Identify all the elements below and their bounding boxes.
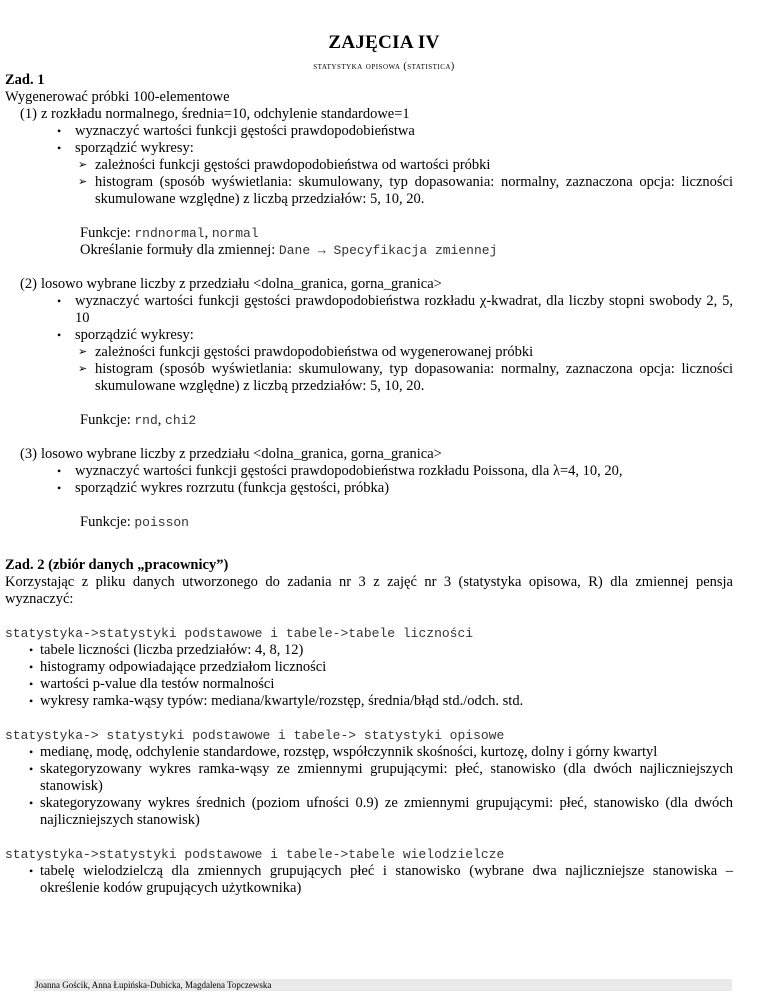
bullet-icon: •	[57, 464, 62, 478]
menu-path-tabele-licznosci: statystyka->statystyki podstawowe i tabele->tabele liczności	[5, 626, 474, 641]
part1-formula: Określanie formuły dla zmiennej: Dane → Specyfikacja zmiennej	[80, 242, 498, 258]
document-body	[5, 72, 733, 897]
list-item: • tabele liczności (liczba przedziałów: 4, 8, 12)	[29, 642, 304, 658]
bullet-icon: •	[29, 677, 34, 691]
code-poisson: poisson	[134, 515, 189, 530]
part1-functions: Funkcje: rndnormal, normal	[80, 225, 259, 241]
list-item: • sporządzić wykresy:	[57, 327, 194, 343]
part3-functions: Funkcje: poisson	[80, 514, 189, 530]
list-item: • tabelę wielodzielczą dla zmiennych grupujących płeć i stanowisko (wybrane dwa najliczniejsze stanowiska – określenie kodów grupujących użytkownika)	[29, 863, 733, 896]
page-title: ZAJĘCIA IV	[328, 32, 440, 53]
list-item: • histogramy odpowiadające przedziałom liczności	[29, 659, 327, 675]
footer-authors: Joanna Gościk, Anna Łupińska-Dubicka, Magdalena Topczewska	[35, 980, 272, 990]
zad1-intro: Wygenerować próbki 100-elementowe	[5, 89, 230, 105]
code-rndnormal: rndnormal	[134, 226, 205, 241]
zad1-part1	[5, 106, 733, 123]
list-item: ➢ histogram (sposób wyświetlania: skumulowany, typ dopasowania: normalny, zaznaczona opcja: liczności skumulowane względne) z liczbą przedziałów: 5, 10, 20.	[78, 174, 733, 207]
part3-text: losowo wybrane liczby z przedziału <dolna_granica, gorna_granica>	[41, 446, 442, 462]
part1-number: (1)	[20, 106, 37, 122]
menu-path-statystyki-opisowe: statystyka-> statystyki podstawowe i tabele-> statystyki opisowe	[5, 728, 505, 743]
bullet-icon: •	[57, 328, 62, 342]
zad2-intro: Korzystając z pliku danych utworzonego do zadania nr 3 z zajęć nr 3 (statystyka opisowa, R) dla zmiennej pensja wyznaczyć:	[5, 574, 733, 607]
list-item: • skategoryzowany wykres średnich (poziom ufności 0.9) ze zmiennymi grupującymi: płeć, stanowisko (dla dwóch najliczniejszych stanowisk)	[29, 795, 733, 828]
arrow-bullet-icon: ➢	[78, 176, 88, 188]
page-subtitle: statystyka opisowa (statistica)	[313, 61, 455, 72]
code-menu-path: Dane → Specyfikacja zmiennej	[278, 243, 498, 258]
bullet-icon: •	[29, 694, 34, 708]
zad2-heading: Zad. 2 (zbiór danych „pracownicy”)	[5, 557, 229, 573]
bullet-icon: •	[29, 796, 34, 810]
list-item: ➢ histogram (sposób wyświetlania: skumulowany, typ dopasowania: normalny, zaznaczona opcja: liczności skumulowane względne) z liczbą przedziałów: 5, 10, 20.	[78, 361, 733, 394]
list-item: • wartości p-value dla testów normalności	[29, 676, 275, 692]
list-item: • wyznaczyć wartości funkcji gęstości prawdopodobieństwa rozkładu χ-kwadrat, dla liczby stopni swobody 2, 5, 10	[57, 293, 733, 326]
page-footer	[34, 979, 732, 991]
arrow-bullet-icon: ➢	[78, 346, 88, 358]
list-item: • medianę, modę, odchylenie standardowe, rozstęp, współczynnik skośności, kurtozę, dolny i górny kwartyl	[29, 744, 658, 760]
bullet-icon: •	[57, 124, 62, 138]
list-item: • wyznaczyć wartości funkcji gęstości prawdopodobieństwa rozkładu Poissona, dla λ=4, 10, 20,	[57, 463, 623, 479]
bullet-icon: •	[57, 294, 62, 308]
bullet-icon: •	[29, 643, 34, 657]
arrow-bullet-icon: ➢	[78, 363, 88, 375]
zad1-heading: Zad. 1	[5, 72, 45, 88]
zad1-part2	[5, 276, 733, 293]
list-item: ➢ zależności funkcji gęstości prawdopodobieństwa od wygenerowanej próbki	[78, 344, 534, 360]
list-item: • sporządzić wykres rozrzutu (funkcja gęstości, próbka)	[57, 480, 390, 496]
arrow-bullet-icon: ➢	[78, 159, 88, 171]
list-item: ➢ zależności funkcji gęstości prawdopodobieństwa od wartości próbki	[78, 157, 491, 173]
menu-path-tabele-wielodzielcze: statystyka->statystyki podstawowe i tabele->tabele wielodzielcze	[5, 847, 505, 862]
code-normal: normal	[211, 226, 259, 241]
list-item: • skategoryzowany wykres ramka-wąsy ze zmiennymi grupującymi: płeć, stanowisko (dla dwóch najliczniejszych stanowisk)	[29, 761, 733, 794]
code-rnd: rnd	[134, 413, 158, 428]
code-chi2: chi2	[165, 413, 197, 428]
bullet-icon: •	[29, 762, 34, 776]
part1-text: z rozkładu normalnego, średnia=10, odchylenie standardowe=1	[41, 106, 410, 122]
list-item: • sporządzić wykresy:	[57, 140, 194, 156]
bullet-icon: •	[57, 481, 62, 495]
bullet-icon: •	[29, 660, 34, 674]
zad1-part3	[5, 446, 733, 463]
bullet-icon: •	[57, 141, 62, 155]
part2-text: losowo wybrane liczby z przedziału <dolna_granica, gorna_granica>	[41, 276, 442, 292]
part2-functions: Funkcje: rnd, chi2	[80, 412, 197, 428]
list-item: • wyznaczyć wartości funkcji gęstości prawdopodobieństwa	[57, 123, 415, 139]
part2-number: (2)	[20, 276, 37, 292]
bullet-icon: •	[29, 745, 34, 759]
list-item: • wykresy ramka-wąsy typów: mediana/kwartyle/rozstęp, średnia/błąd std./odch. std.	[29, 693, 524, 709]
bullet-icon: •	[29, 864, 34, 878]
part3-number: (3)	[20, 446, 37, 462]
